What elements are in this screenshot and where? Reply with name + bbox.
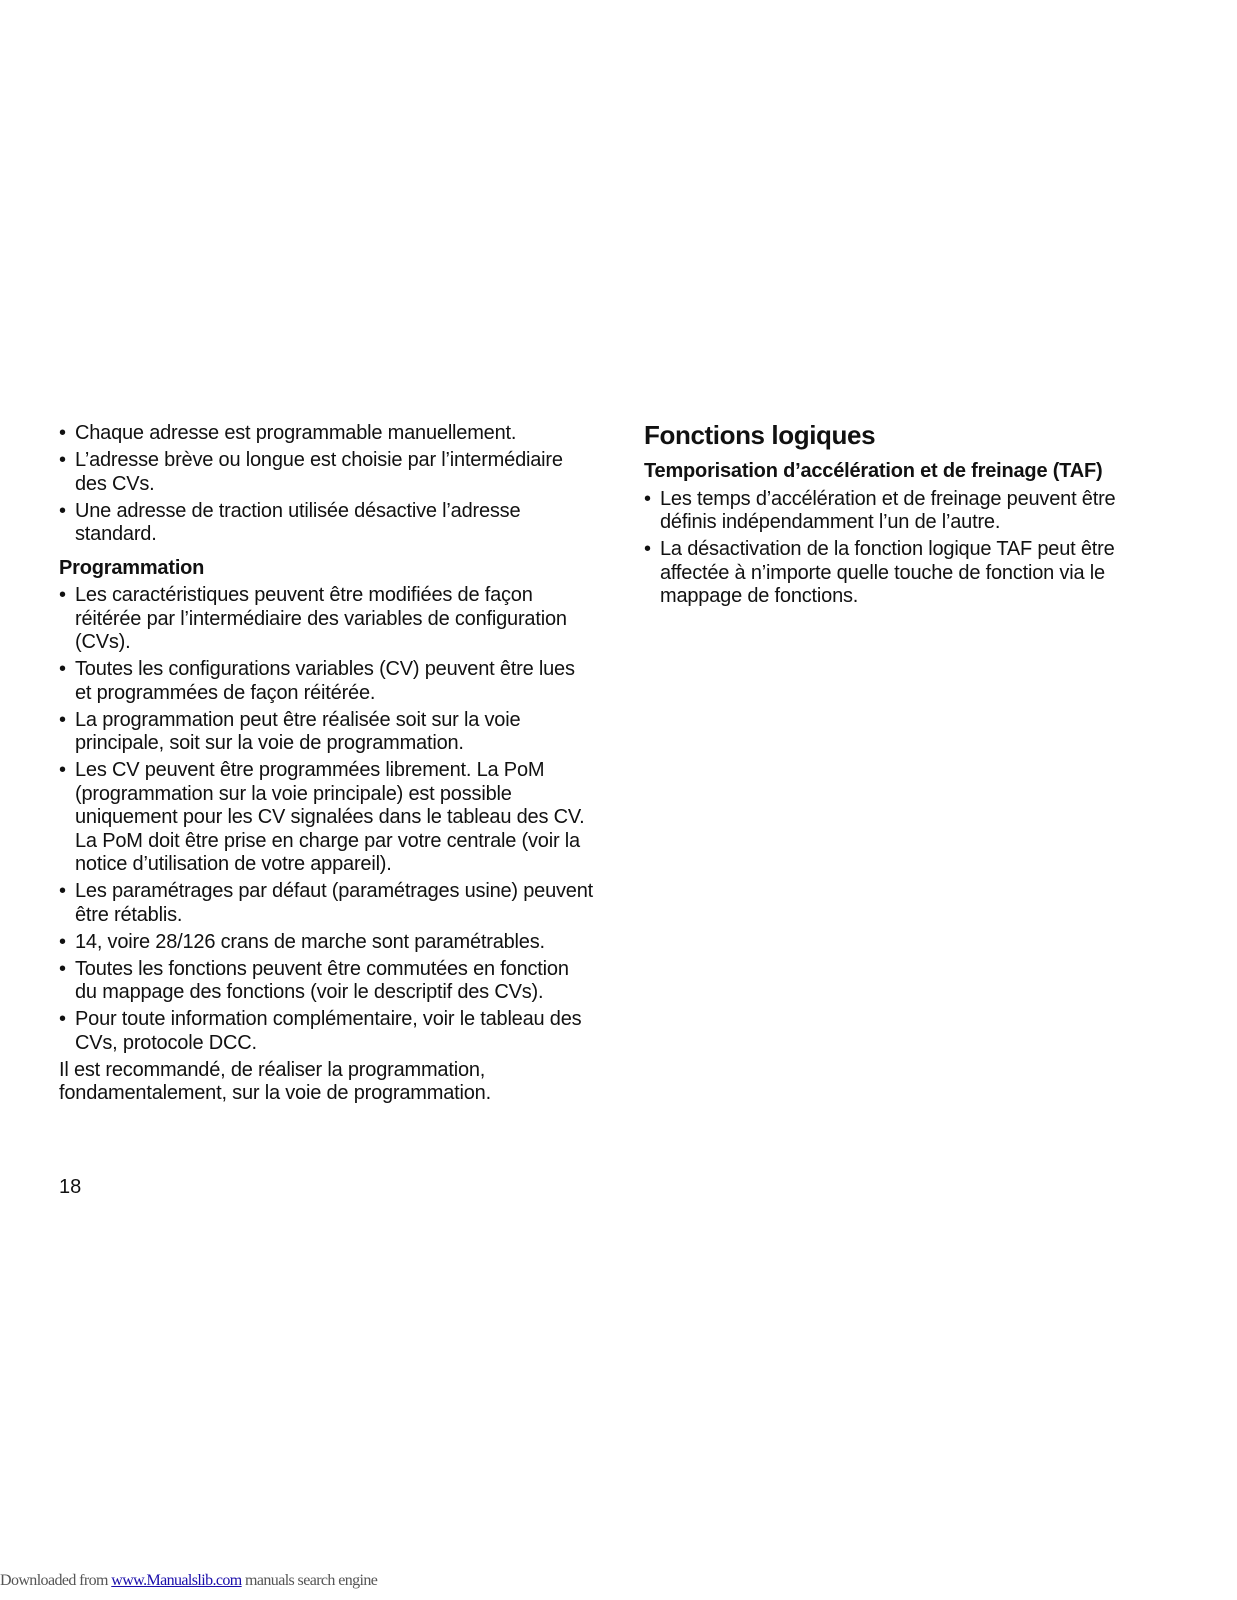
programming-bullet-list [59, 584, 594, 1055]
recommendation-paragraph: Il est recommandé, de réaliser la programmation, fondamentalement, sur la voie de programmation. [59, 1058, 491, 1104]
left-column [59, 422, 594, 1106]
list-item: • Toutes les fonctions peuvent être commutées en fonction du mappage des fonctions (voir le descriptif des CVs). [59, 958, 594, 1005]
list-item: • Pour toute information complémentaire, voir le tableau des CVs, protocole DCC. [59, 1008, 594, 1055]
page-number: 18 [59, 1176, 82, 1198]
list-item: • La désactivation de la fonction logique TAF peut être affectée à n’importe quelle touche de fonction via le mappage de fonctions. [644, 538, 1144, 609]
list-item: • 14, voire 28/126 crans de marche sont paramétrables. [59, 931, 594, 955]
programming-heading: Programmation [59, 556, 205, 579]
download-footer [0, 1572, 377, 1590]
list-item: • Les CV peuvent être programmées librement. La PoM (programmation sur la voie principale) est possible uniquement pour les CV signalées dans le tableau des CV. La PoM doit être prise en charge par votre centrale (voir la notice d’utilisation de votre appareil). [59, 759, 594, 877]
taf-subheading: Temporisation d’accélération et de freinage (TAF) [644, 460, 1103, 482]
logic-functions-heading: Fonctions logiques [644, 420, 876, 450]
list-item: • Chaque adresse est programmable manuellement. [59, 422, 594, 446]
list-item: • Les caractéristiques peuvent être modifiées de façon réitérée par l’intermédiaire des variables de configuration (CVs). [59, 584, 594, 655]
manualslib-link[interactable]: www.Manualslib.com [111, 1572, 242, 1589]
list-item: • Les paramétrages par défaut (paramétrages usine) peuvent être rétablis. [59, 880, 594, 927]
right-column [644, 422, 1144, 612]
list-item: • La programmation peut être réalisée soit sur la voie principale, soit sur la voie de programmation. [59, 709, 594, 756]
list-item: • Toutes les configurations variables (CV) peuvent être lues et programmées de façon réitérée. [59, 658, 594, 705]
taf-bullet-list [644, 488, 1144, 609]
footer-suffix: manuals search engine [241, 1572, 378, 1589]
list-item: • Une adresse de traction utilisée désactive l’adresse standard. [59, 500, 594, 547]
address-bullet-list [59, 422, 594, 547]
list-item: • Les temps d’accélération et de freinage peuvent être définis indépendamment l’un de l’autre. [644, 488, 1144, 535]
footer-prefix: Downloaded from [0, 1572, 112, 1589]
list-item: • L’adresse brève ou longue est choisie par l’intermédiaire des CVs. [59, 449, 594, 496]
